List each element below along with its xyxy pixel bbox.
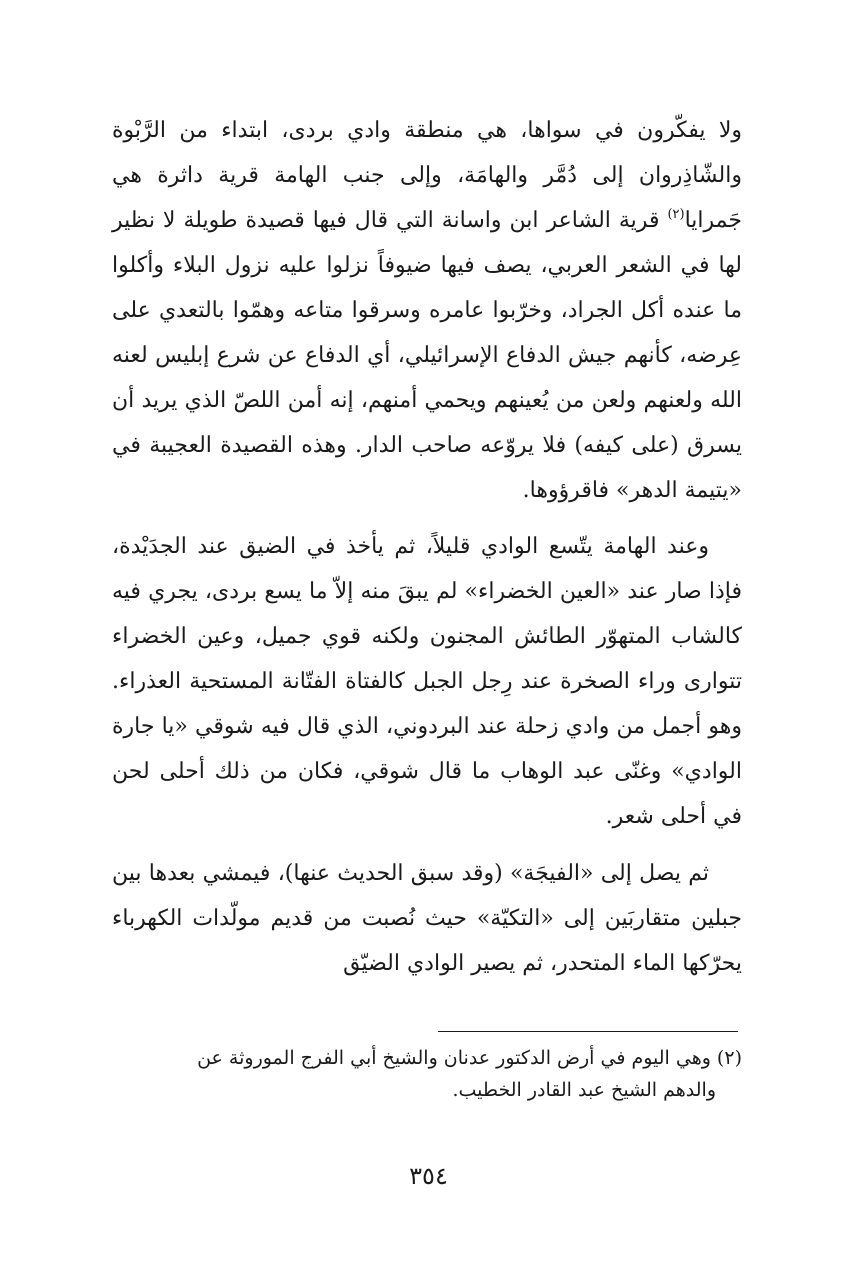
paragraph-1-part-1: ولا يفكّرون في سواها، هي منطقة وادي بردى، ابتداء من الرَّبْوة والشّاذِروان إلى دُمَّر والهامَة، وإلى جنب الهامة قرية داثرة هي جَمرايا [112, 118, 742, 233]
footnote-line-2: والدهم الشيخ عبد القادر الخطيب. [452, 1079, 716, 1101]
paragraph-1 [112, 108, 742, 513]
main-text [112, 108, 742, 986]
paragraph-3: ثم يصل إلى «الفيجَة» (وقد سبق الحديث عنها)، فيمشي بعدها بين جبلين متقاربَين إلى «التكيّة» حيث نُصبت من قديم مولّدات الكهرباء يحرّكها الماء المتحدر، ثم يصير الوادي الضيّق [112, 861, 742, 976]
paragraph-2: وعند الهامة يتّسع الوادي قليلاً، ثم يأخذ في الضيق عند الجدَيْدة، فإذا صار عند «العين الخضراء» لم يبقَ منه إلاّ ما يسع بردى، يجري فيه كالشاب المتهوّر الطائش المجنون ولكنه قوي جميل، وعين الخضراء تتوارى وراء الصخرة عند رِجل الجبل كالفتاة الفتّانة المستحية العذراء. وهو أجمل من وادي زحلة عند البردوني، الذي قال فيه شوقي «يا جارة الوادي» وغنّى عبد الوهاب ما قال شوقي، فكان من ذلك أحلى لحن في أحلى شعر. [112, 534, 742, 829]
footnote [112, 1042, 742, 1106]
footnote-separator [438, 1031, 738, 1032]
footnote-reference: (٢) [667, 207, 685, 222]
page-number: ٣٥٤ [409, 1162, 448, 1190]
paragraph-1-part-2: قرية الشاعر ابن واسانة التي قال فيها قصيدة طويلة لا نظير لها في الشعر العربي، يصف فيها ضيوفاً نزلوا عليه نزول البلاء وأكلوا ما عنده أكل الجراد، وخرّبوا عامره وسرقوا متاعه وهمّوا بالتعدي على عِرضه، كأنهم جيش الدفاع الإسرائيلي، أي الدفاع عن شرع إبليس لعنه الله ولعنهم ولعن من يُعينهم ويحمي أمنهم، إنه أمن اللصّ الذي يريد أن يسرق (على كيفه) فلا يروّعه صاحب الدار. وهذه القصيدة العجيبة في «يتيمة الدهر» فاقرؤوها. [112, 208, 742, 503]
footnote-line-1: (٢) وهي اليوم في أرض الدكتور عدنان والشيخ أبي الفرج الموروثة عن [197, 1047, 742, 1069]
